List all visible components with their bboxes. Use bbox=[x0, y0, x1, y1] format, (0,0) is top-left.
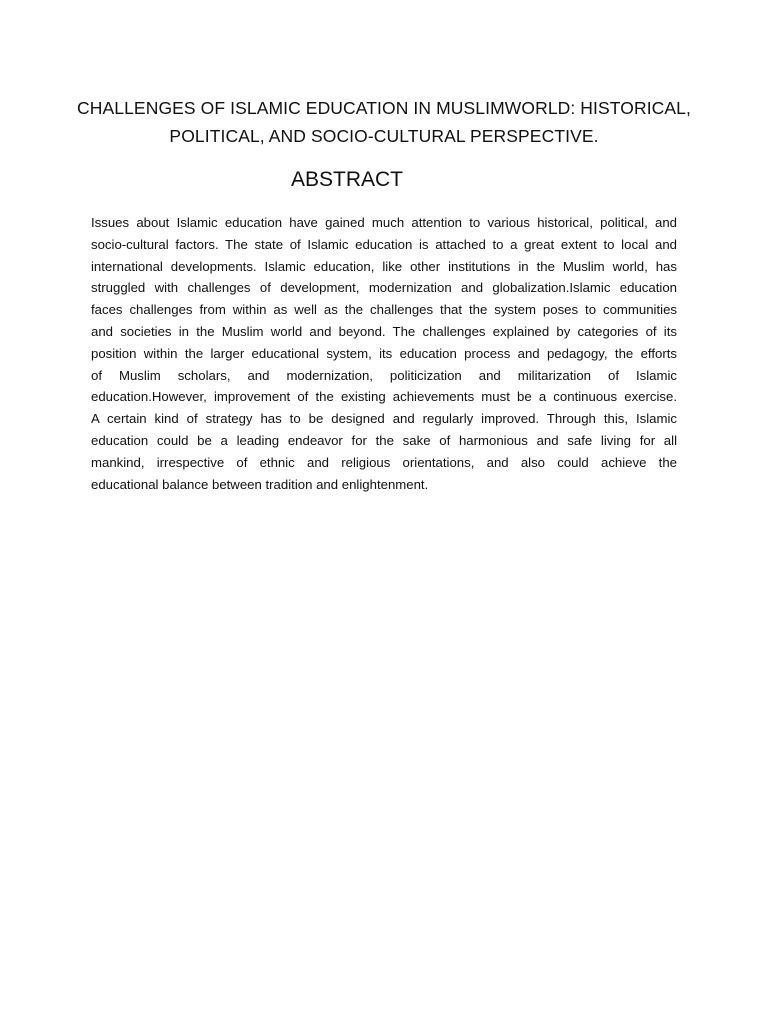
abstract-line: and societies in the Muslim world and beyond. The challenges explained by categories of its bbox=[91, 323, 677, 339]
abstract-line: educational balance between tradition and enlightenment. bbox=[91, 476, 429, 492]
abstract-heading: ABSTRACT bbox=[290, 168, 403, 191]
abstract-line: position within the larger educational system, its education process and pedagogy, the efforts bbox=[91, 345, 677, 361]
abstract-line: Issues about Islamic education have gained much attention to various historical, political, and bbox=[91, 215, 677, 230]
abstract-body bbox=[91, 212, 677, 495]
paper-title-line-1: CHALLENGES OF ISLAMIC EDUCATION IN MUSLIMWORLD: HISTORICAL, bbox=[77, 98, 691, 118]
abstract-line: mankind, irrespective of ethnic and religious orientations, and also could achieve the bbox=[91, 454, 677, 470]
abstract-line: international developments. Islamic education, like other institutions in the Muslim world, has bbox=[91, 258, 677, 274]
paper-title-line-2: POLITICAL, AND SOCIO-CULTURAL PERSPECTIVE. bbox=[169, 126, 599, 146]
abstract-line: of Muslim scholars, and modernization, politicization and militarization of Islamic bbox=[91, 367, 677, 383]
abstract-line: A certain kind of strategy has to be designed and regularly improved. Through this, Islamic bbox=[91, 411, 677, 427]
abstract-line: education.However, improvement of the existing achievements must be a continuous exercise. bbox=[91, 389, 677, 405]
paper-title bbox=[60, 94, 708, 150]
abstract-line: socio-cultural factors. The state of Islamic education is attached to a great extent to local and bbox=[91, 236, 677, 252]
abstract-line: struggled with challenges of development, modernization and globalization.Islamic education bbox=[91, 280, 677, 296]
abstract-line: education could be a leading endeavor for the sake of harmonious and safe living for all bbox=[91, 432, 677, 448]
abstract-line: faces challenges from within as well as the challenges that the system poses to communities bbox=[91, 302, 677, 318]
